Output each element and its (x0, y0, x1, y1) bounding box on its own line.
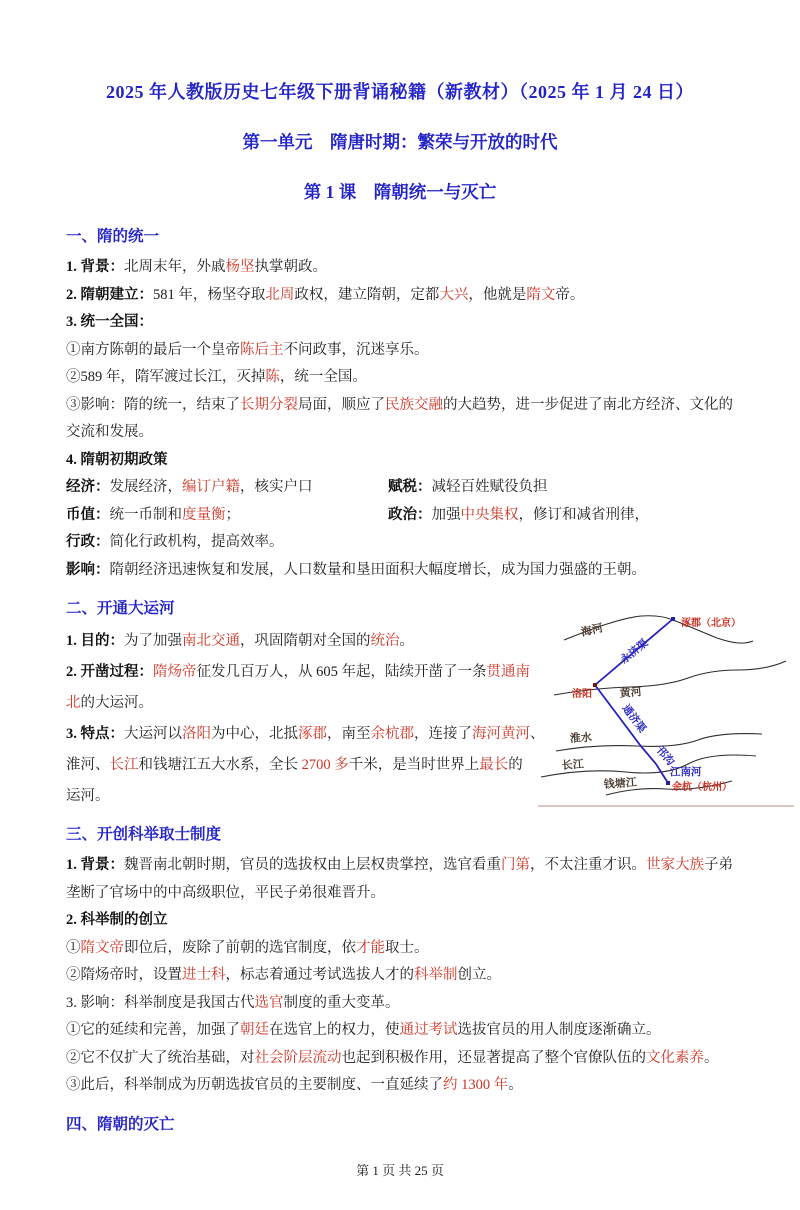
grand-canal-map (536, 598, 798, 814)
text-line (66, 852, 734, 880)
text-segment: ②它不仅扩大了统治基础，对 (66, 1049, 255, 1066)
text-segment: 。 (399, 633, 414, 649)
text-segment: 洛阳 (182, 726, 211, 742)
text-segment: 局面，顺应了 (298, 396, 385, 413)
text-line (66, 502, 734, 530)
text-segment: 北 (66, 695, 81, 711)
text-line (66, 935, 734, 963)
text-line (66, 781, 538, 812)
yuhang-dot (666, 781, 670, 785)
zhuojun-label: 涿郡（北京） (681, 618, 741, 629)
text-line (66, 880, 734, 908)
text-segment: ，巩固隋朝对全国的 (240, 633, 371, 649)
text-segment: 2. 科举制的创立 (66, 912, 168, 928)
text-segment: 子弟 (704, 857, 733, 873)
tongjiqu-label: 通济渠 (619, 703, 648, 735)
section-grand-canal (66, 596, 741, 812)
lesson-title: 第 1 课 隋朝统一与灭亡 (303, 182, 497, 202)
document-title: 2025 年人教版历史七年级下册背诵秘籍（新教材）（2025 年 1 月 24 日） (106, 82, 694, 102)
section-imperial-exam (66, 822, 734, 1100)
text-line (66, 990, 734, 1018)
text-segment: 、 (530, 726, 545, 742)
unit-title: 第一单元 隋唐时期：繁荣与开放的时代 (242, 132, 558, 152)
text-segment: 陈 (265, 369, 280, 385)
text-segment: 编订户籍 (182, 479, 240, 495)
text-segment: 隋朝经济迅速恢复和发展，人口数量和垦田面积大幅度增长，成为国力强盛的王朝。 (109, 561, 646, 578)
text-line (66, 962, 734, 990)
text-segment: 。 (508, 1077, 523, 1093)
text-line (66, 688, 538, 719)
text-segment: 隋文帝 (80, 939, 124, 956)
page-number: 第 1 页 共 25 页 (356, 1163, 444, 1178)
text-segment: ，他就是 (468, 286, 527, 303)
text-segment: 门第 (501, 857, 530, 873)
text-segment: 取士。 (385, 939, 429, 956)
text-segment: 。 (704, 1049, 719, 1066)
text-segment: 千米，是当时世界上 (348, 757, 480, 773)
text-segment: ③影响：隋的统一，结束了 (66, 396, 240, 413)
text-segment: 才能 (356, 939, 385, 956)
text-line (66, 1072, 734, 1100)
text-segment: 北周 (265, 286, 295, 303)
text-segment: 中央集权 (460, 506, 519, 523)
text-segment: 币值： (66, 506, 110, 523)
text-segment: 影响： (66, 561, 110, 578)
text-segment: 陈后主 (240, 341, 284, 358)
yongjiqu-label: 永济渠 (618, 637, 651, 667)
luoyang-label: 洛阳 (572, 689, 592, 700)
text-segment: ，不太注重才识。 (530, 857, 646, 873)
text-segment: 2. 开凿过程： (66, 664, 153, 680)
text-segment: 不问政事，沉迷享乐。 (283, 341, 429, 358)
text-segment: 海河黄河 (472, 726, 530, 742)
text-segment: 度量衡 (182, 506, 226, 523)
luoyang-dot (593, 683, 597, 687)
text-segment: 贯通南 (486, 664, 530, 680)
text-segment: 在选官上的权力，使 (269, 1022, 400, 1038)
text-segment: 运河。 (66, 788, 110, 804)
text-segment: ①它的延续和完善，加强了 (66, 1022, 240, 1038)
jiangnanhe-canal-line (656, 764, 668, 783)
text-line (66, 557, 734, 585)
text-segment: 南北交通 (182, 633, 240, 649)
text-segment: 统治 (370, 633, 400, 649)
text-line (66, 364, 734, 392)
text-line (66, 474, 734, 502)
text-segment: 2. 隋朝建立： (66, 286, 153, 303)
haihe-label: 海河 (579, 622, 605, 639)
text-segment: 交流和发展。 (66, 424, 153, 440)
text-segment: 经济： (66, 479, 110, 495)
text-segment: 为中心，北抵 (211, 726, 298, 742)
text-segment: 赋税： (388, 479, 432, 495)
text-segment: 隋炀帝 (153, 664, 197, 680)
text-segment: 1. 目的： (66, 633, 124, 649)
text-segment: 创立。 (457, 967, 501, 983)
hangou-label: 邗沟 (653, 744, 676, 769)
text-segment: 大运河以 (124, 726, 182, 742)
section2-heading: 二、开通大运河 (66, 600, 175, 617)
text-segment: 社会阶层流动 (254, 1049, 342, 1066)
section1-heading: 一、隋的统一 (66, 228, 160, 245)
text-segment: 约 1300 年 (443, 1077, 509, 1093)
section2-body (66, 626, 545, 812)
text-segment: 涿郡 (298, 726, 327, 742)
text-segment: 垄断了官场中的中高级职位，平民子弟很难晋升。 (66, 884, 385, 901)
text-segment: 进士科 (182, 967, 226, 983)
text-segment: ②隋炀帝时，设置 (66, 967, 182, 983)
text-line (66, 309, 734, 337)
section-sui-fall (66, 1112, 734, 1138)
text-line (66, 750, 538, 781)
section3-body (66, 852, 734, 1100)
text-segment: 的大趋势，进一步促进了南北方经济、文化的 (443, 396, 733, 413)
text-segment: 3. 影响：科举制度是我国古代 (66, 994, 255, 1011)
text-segment: 统一币制和 (109, 506, 182, 523)
text-segment: 通过考试 (399, 1022, 458, 1038)
text-line (66, 626, 538, 657)
text-segment: 政权，建立隋朝，定都 (294, 286, 440, 303)
hangou-canal-line (640, 745, 656, 764)
text-segment: 长江 (109, 757, 139, 773)
text-line (66, 907, 734, 935)
yuhang-label: 余杭（杭州） (672, 782, 732, 793)
qiantangjiang-label: 钱塘江 (603, 776, 638, 791)
text-line (66, 1045, 734, 1073)
text-segment: ，统一全国。 (279, 369, 367, 385)
text-segment: 和钱塘江五大水系，全长 (138, 757, 302, 773)
text-segment: ，修订和减省刑律， (518, 506, 649, 523)
policy-column (388, 474, 548, 502)
changjiang-label: 长江 (561, 758, 585, 772)
text-segment: 征发几百万人，从 605 年起，陆续开凿了一条 (196, 664, 487, 680)
text-segment: 执掌朝政。 (254, 259, 327, 275)
text-segment: 行政： (66, 534, 110, 550)
text-segment: 加强 (431, 506, 461, 523)
text-segment: 为了加强 (124, 633, 182, 649)
text-segment: 制度的重大变革。 (283, 994, 400, 1011)
zhuojun-dot (671, 617, 675, 621)
huanghe-label: 黄河 (619, 686, 643, 700)
section-sui-unification (66, 224, 734, 584)
text-segment: 1. 背景： (66, 857, 124, 873)
text-segment: 2700 多 (301, 757, 349, 773)
text-segment: 发展经济， (109, 479, 182, 495)
text-segment: 科举制 (414, 967, 458, 983)
section1-body (66, 254, 734, 584)
text-segment: 大兴 (439, 286, 469, 303)
policy-column (66, 474, 388, 502)
text-segment: ②589 年，隋军渡过长江，灭掉 (66, 369, 266, 385)
section3-heading: 三、开创科举取士制度 (66, 826, 222, 843)
text-segment: 581 年，杨坚夺取 (153, 286, 266, 303)
text-segment: 长期分裂 (240, 396, 298, 413)
text-line (66, 657, 538, 688)
text-segment: 世家大族 (646, 857, 704, 873)
text-segment: 3. 特点： (66, 726, 124, 742)
text-line (66, 419, 734, 447)
text-segment: 减轻百姓赋役负担 (431, 479, 548, 495)
text-segment: ，标志着通过考试选拔人才的 (225, 967, 414, 983)
text-segment: 文化素养 (646, 1049, 704, 1066)
jiangnanhe-label: 江南河 (670, 767, 702, 778)
text-line (66, 447, 734, 475)
text-segment: 杨坚 (225, 259, 255, 275)
text-segment: ①南方陈朝的最后一个皇帝 (66, 341, 240, 358)
text-line (66, 529, 734, 557)
text-segment: 朝廷 (240, 1022, 269, 1038)
text-segment: 政治： (388, 506, 432, 523)
text-segment: ； (225, 506, 240, 523)
text-segment: 3. 统一全国： (66, 314, 153, 330)
text-segment: 余杭郡 (370, 726, 414, 742)
text-line (66, 337, 734, 365)
text-segment: 最长 (479, 757, 509, 773)
text-line (66, 719, 545, 750)
text-segment: ，南至 (327, 726, 371, 742)
text-segment: 魏晋南北朝时期，官员的选拔权由上层权贵掌控，选官看重 (124, 857, 501, 873)
text-segment: 选拔官员的用人制度逐渐确立。 (457, 1022, 661, 1038)
text-segment: ，连接了 (414, 726, 472, 742)
text-segment: 淮河、 (66, 757, 110, 773)
text-segment: 简化行政机构，提高效率。 (109, 534, 284, 550)
text-line (66, 254, 734, 282)
text-segment: 帝。 (555, 286, 585, 303)
text-segment: 民族交融 (385, 396, 443, 413)
section4-heading: 四、隋朝的灭亡 (66, 1115, 175, 1133)
text-segment: 隋文 (526, 286, 556, 303)
policy-column (388, 502, 649, 530)
text-segment: 即位后，废除了前朝的选官制度，依 (124, 939, 356, 956)
text-segment: 北周末年，外戚 (124, 259, 226, 275)
huaishui-label: 淮水 (569, 731, 593, 745)
text-segment: 的 (508, 757, 523, 773)
text-line (66, 282, 734, 310)
text-segment: ③此后，科举制成为历朝选拔官员的主要制度、一直延续了 (66, 1077, 443, 1093)
text-segment: ，核实户口 (240, 479, 313, 495)
text-segment: ① (66, 939, 81, 956)
text-segment: 4. 隋朝初期政策 (66, 451, 168, 468)
policy-column (66, 502, 388, 530)
text-segment: 1. 背景： (66, 259, 124, 275)
text-line (66, 1017, 734, 1045)
text-segment: 也起到积极作用，还显著提高了整个官僚队伍的 (341, 1049, 646, 1066)
document-page (0, 78, 800, 1178)
text-segment: 选官 (254, 994, 284, 1011)
text-segment: 的大运河。 (80, 695, 153, 711)
text-line (66, 392, 734, 420)
